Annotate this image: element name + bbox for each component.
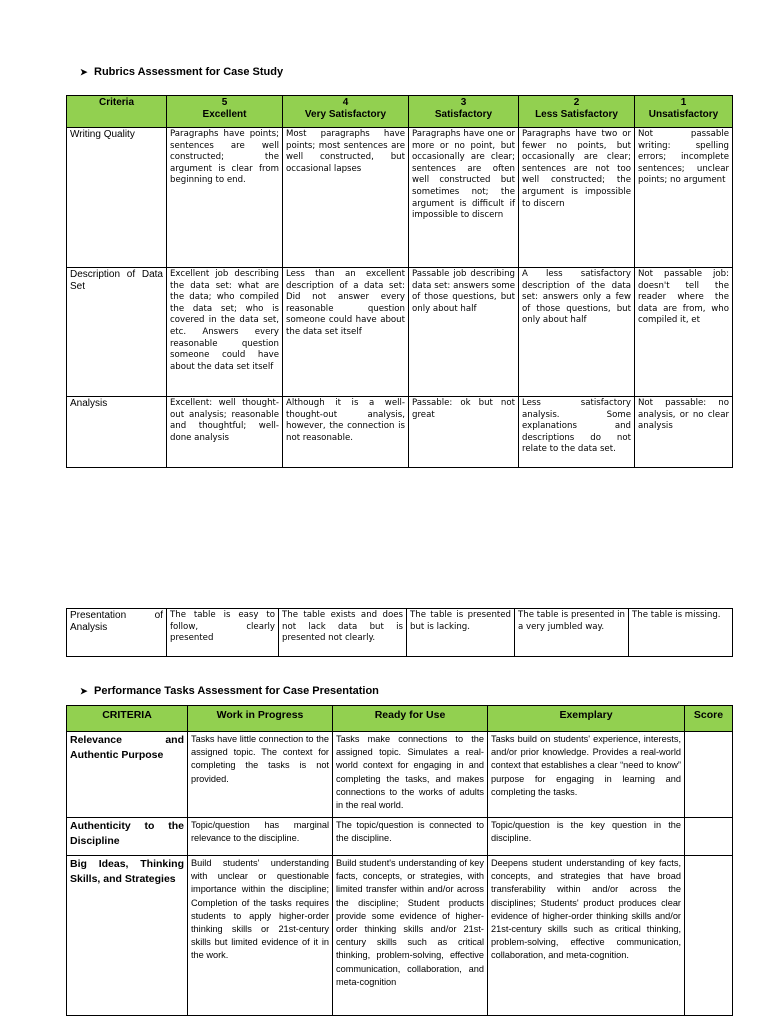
- table-cell: Paragraphs have one or more or no point, but occasionally are clear; sentences are often well constructed but sometimes not; the argument is difficult if impossible to discern: [409, 128, 519, 268]
- table-cell: The table exists and does not lack data but is presented not clearly.: [279, 609, 407, 657]
- table-cell: Build students' understanding with unclear or questionable importance within the discipline; Completion of the tasks requires students to apply higher-order thinking skills or 21st-century skills but limited evidence of it in the work.: [188, 856, 333, 1016]
- table-cell: Passable: ok but not great: [409, 397, 519, 468]
- table-cell: Although it is a well-thought-out analysis, however, the connection is not reasonable.: [283, 397, 409, 468]
- table-cell: Most paragraphs have points; most sentences are well constructed, but occasional lapses: [283, 128, 409, 268]
- criterion-cell: Presentation of Analysis: [67, 609, 167, 657]
- criterion-cell: Relevance and Authentic Purpose: [67, 732, 188, 818]
- table-cell: Deepens student understanding of key facts, concepts, and strategies that have broad transferability within and/or across the disciplines; Students' product produces clear evidence of higher-order thinking skills and/or 21st-century skills such as critical thinking, problem-solving, effective communication, collaboration, and meta-cognition.: [488, 856, 685, 1016]
- table-cell: Excellent: well thought-out analysis; reasonable and thoughtful; well-done analysis: [167, 397, 283, 468]
- level-header: 4 Very Satisfactory: [283, 96, 409, 128]
- table-row: [67, 732, 733, 818]
- table-cell: Tasks build on students' experience, interests, and/or prior knowledge. Provides a real-world context that establishes a clear “need to know” purpose for engaging in learning and completing the tasks.: [488, 732, 685, 818]
- criteria-header: Criteria: [67, 96, 167, 128]
- table-row: [67, 818, 733, 856]
- table-row: [67, 609, 733, 657]
- level-header: Work in Progress: [188, 706, 333, 732]
- criterion-cell: Analysis: [67, 397, 167, 468]
- level-header: 2 Less Satisfactory: [519, 96, 635, 128]
- performance-table: [66, 705, 733, 1016]
- performance-heading: ➤ Performance Tasks Assessment for Case Presentation: [80, 685, 379, 697]
- criterion-cell: Authenticity to the Discipline: [67, 818, 188, 856]
- performance-header-row: [67, 706, 733, 732]
- table-cell: Topic/question is the key question in the discipline.: [488, 818, 685, 856]
- score-header: Score: [685, 706, 733, 732]
- score-cell[interactable]: [685, 856, 733, 1016]
- level-header: 3 Satisfactory: [409, 96, 519, 128]
- table-cell: Excellent job describing the data set: what are the data; who compiled the data set; who is covered in the data set, etc. Answers every reasonable question someone could have about the data set itself: [167, 268, 283, 397]
- table-cell: Topic/question has marginal relevance to the discipline.: [188, 818, 333, 856]
- table-cell: Tasks have little connection to the assigned topic. The context for completing the tasks is not provided.: [188, 732, 333, 818]
- table-cell: The topic/question is connected to the discipline.: [333, 818, 488, 856]
- arrow-bullet-icon: ➤: [80, 67, 88, 77]
- criterion-cell: Description of Data Set: [67, 268, 167, 397]
- score-cell[interactable]: [685, 818, 733, 856]
- rubric-table-continued: [66, 608, 733, 657]
- table-row: [67, 397, 733, 468]
- table-row: [67, 856, 733, 1016]
- table-cell: The table is easy to follow, clearly presented: [167, 609, 279, 657]
- rubric-table: [66, 95, 733, 468]
- table-cell: Passable job describing data set: answers some of those questions, but only about half: [409, 268, 519, 397]
- table-row: [67, 128, 733, 268]
- table-cell: Not passable writing: spelling errors; incomplete sentences; unclear points; no argument: [635, 128, 733, 268]
- table-cell: Not passable job: doesn't tell the reader where the data are from, who compiled it, et: [635, 268, 733, 397]
- table-cell: Less than an excellent description of a data set: Did not answer every reasonable question someone could have about the data set itself: [283, 268, 409, 397]
- table-cell: The table is missing.: [629, 609, 733, 657]
- score-cell[interactable]: [685, 732, 733, 818]
- table-cell: Build student's understanding of key facts, concepts, or strategies, with limited transfer within and/or across the discipline; Student products provide some evidence of higher-order thinking skills and/or 21st-century skills such as critical thinking, problem-solving, effective communication, collaboration, and meta-cognition: [333, 856, 488, 1016]
- level-header: Exemplary: [488, 706, 685, 732]
- table-cell: Paragraphs have points; sentences are well constructed; the argument is clear from beginning to end.: [167, 128, 283, 268]
- rubric-heading: ➤ Rubrics Assessment for Case Study: [80, 66, 284, 78]
- table-cell: The table is presented in a very jumbled way.: [515, 609, 629, 657]
- table-cell: A less satisfactory description of the data set: answers only a few of those questions, but only about half: [519, 268, 635, 397]
- table-cell: Paragraphs have two or fewer no points, but occasionally are clear; sentences are not too well constructed; the argument is impossible to discern: [519, 128, 635, 268]
- level-header: 5 Excellent: [167, 96, 283, 128]
- table-row: [67, 268, 733, 397]
- criterion-cell: Big Ideas, Thinking Skills, and Strategies: [67, 856, 188, 1016]
- table-cell: Not passable: no analysis, or no clear analysis: [635, 397, 733, 468]
- rubric-header-row: [67, 96, 733, 128]
- table-cell: Tasks make connections to the assigned topic. Simulates a real-world context for engaging in and completing the tasks, and makes connections to the works of adults in the real world.: [333, 732, 488, 818]
- table-cell: The table is presented but is lacking.: [407, 609, 515, 657]
- criterion-cell: Writing Quality: [67, 128, 167, 268]
- criteria-header: CRITERIA: [67, 706, 188, 732]
- level-header: Ready for Use: [333, 706, 488, 732]
- arrow-bullet-icon: ➤: [80, 686, 88, 696]
- level-header: 1 Unsatisfactory: [635, 96, 733, 128]
- table-cell: Less satisfactory analysis. Some explanations and descriptions do not relate to the data set.: [519, 397, 635, 468]
